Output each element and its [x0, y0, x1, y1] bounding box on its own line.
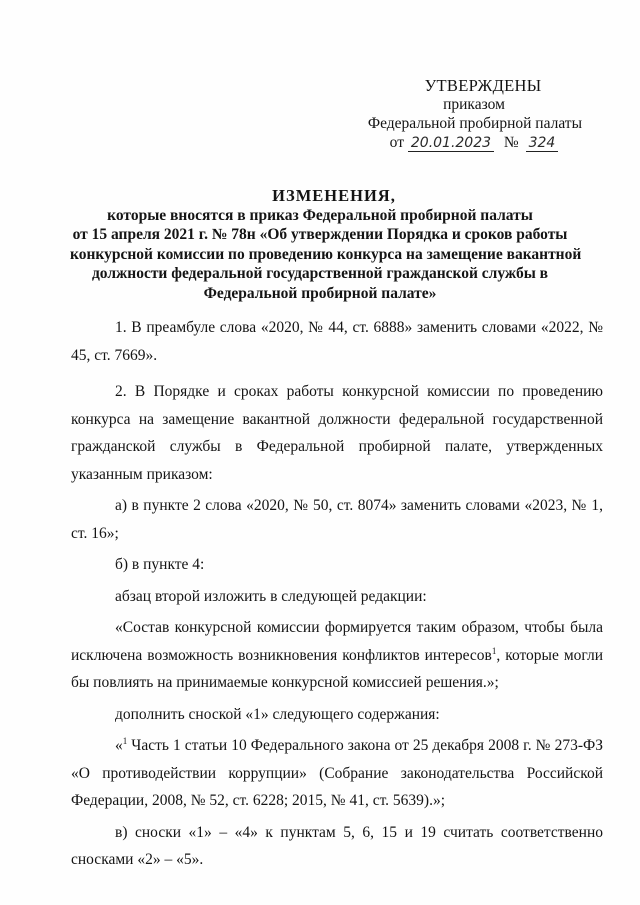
footnote-text: Часть 1 статьи 10 Федерального закона от 25 декабря 2008 г. № 273-ФЗ «О противодействии коррупции» (Собрание законодательства Российской Федерации, 2008, № 52, ст. 6228; 2015, № 41, ст. 5639).»; — [71, 737, 603, 809]
heading-line: от 15 апреля 2021 г. № 78н «Об утверждении Порядка и сроков работы — [72, 226, 568, 243]
approval-date-line — [364, 133, 584, 152]
paragraph-9: в) сноски «1» – «4» к пунктам 5, 6, 15 и 19 считать соответственно сносками «2» – «5». — [71, 823, 603, 868]
footnote-marker: 1 — [122, 735, 128, 746]
heading-line: конкурсной комиссии по проведению конкурса на замещение вакантной — [70, 245, 582, 263]
heading-line: которые вносятся в приказ Федеральной пробирной палаты — [107, 206, 533, 224]
paragraph-6 — [71, 614, 603, 697]
handwritten-date: 20.01.2023 — [408, 136, 494, 152]
heading-line: должности федеральной государственной гражданской службы в — [91, 265, 549, 282]
paragraph-6-text-end: , которые могли бы повлиять на принимаемые конкурсной комиссией решения.»; — [71, 646, 603, 691]
heading-line: Федеральной пробирной палате» — [203, 284, 437, 302]
paragraph-6-text: «Состав конкурсной комиссии формируется таким образом, чтобы была исключена возможность возникновения конфликтов интересов — [71, 619, 603, 664]
paragraph-2: 2. В Порядке и сроках работы конкурсной комиссии по проведению конкурса на замещение вакантной должности федеральной государственной гражданской службы в Федеральной пробирной палате, утвержденных указанным приказом: — [71, 383, 603, 483]
paragraph-4: б) в пункте 4: — [115, 556, 205, 573]
date-prefix: от — [389, 134, 404, 151]
approval-block — [364, 76, 584, 152]
paragraph-3: а) в пункте 2 слова «2020, № 50, ст. 8074» заменить словами «2023, № 1, ст. 16»; — [71, 497, 603, 542]
paragraph-7: дополнить сноской «1» следующего содержания: — [115, 705, 440, 723]
heading-title: ИЗМЕНЕНИЯ, — [272, 186, 396, 205]
footnote-marker: 1 — [491, 645, 497, 656]
paragraph-1: 1. В преамбуле слова «2020, № 44, ст. 6888» заменить словами «2022, № 45, ст. 7669». — [71, 319, 603, 364]
footnote-quote-open: « — [115, 737, 123, 754]
approval-title: УТВЕРЖДЕНЫ — [424, 76, 542, 95]
document-heading — [70, 186, 582, 303]
handwritten-number: 324 — [526, 136, 559, 152]
approval-line-order: приказом — [443, 96, 505, 113]
approval-line-agency: Федеральной пробирной палаты — [367, 115, 582, 132]
paragraph-5: абзац второй изложить в следующей редакции: — [115, 587, 427, 605]
number-label: № — [503, 134, 519, 151]
document-body — [71, 314, 603, 874]
paragraph-8 — [71, 732, 603, 815]
